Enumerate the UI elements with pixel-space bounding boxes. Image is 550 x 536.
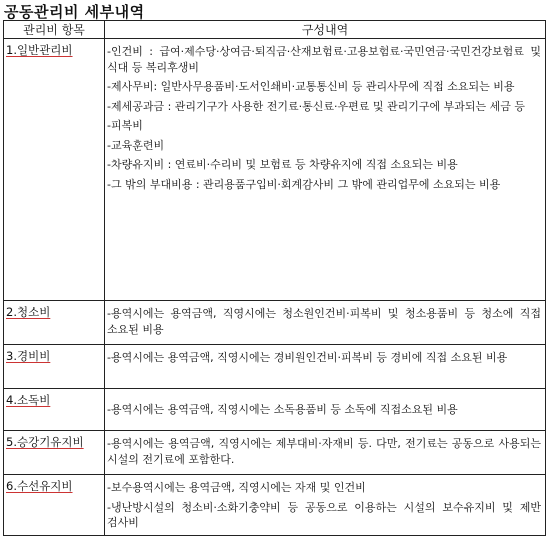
content-item: -제사무비: 일반사무용품비·도서인쇄비·교통통신비 등 관리사무에 직접 소요되는 비용	[107, 80, 515, 93]
category-label: 4.소독비	[6, 393, 51, 407]
table-row	[4, 431, 546, 475]
category-label: 6.수선유지비	[6, 479, 73, 493]
category-cell	[4, 389, 105, 431]
table-row	[4, 345, 546, 389]
content-cell	[105, 345, 546, 389]
category-label: 3.경비비	[6, 349, 51, 363]
content-cell	[105, 389, 546, 431]
fee-detail-table	[3, 20, 546, 536]
content-item: -교육훈련비	[107, 138, 165, 152]
category-label: 1.일반관리비	[6, 43, 73, 57]
document-title: 공동관리비 세부내역	[4, 3, 145, 21]
category-cell	[4, 431, 105, 475]
content-cell	[105, 475, 546, 536]
table-row	[4, 39, 546, 301]
content-cell	[105, 39, 546, 301]
category-cell	[4, 39, 105, 301]
category-label: 2.청소비	[6, 305, 51, 319]
category-cell	[4, 345, 105, 389]
table-row	[4, 389, 546, 431]
table-row	[4, 475, 546, 536]
content-item: -피복비	[107, 119, 143, 132]
content-item: -용역시에는 용역금액, 직영시에는 청소원인건비·피복비 및 청소용품비 등 청소에 직접 소요된 비용	[107, 307, 541, 336]
content-item: -냉난방시설의 청소비·소화기충약비 등 공동으로 이용하는 시설의 보수유지비 및 제반 검사비	[107, 500, 541, 529]
content-cell	[105, 431, 546, 475]
header-category: 관리비 항목	[4, 21, 105, 39]
content-item: -제세공과금 : 관리기구가 사용한 전기료·통신료·우편료 및 관리기구에 부과되는 세금 등	[107, 99, 526, 113]
table-row	[4, 301, 546, 345]
header-content: 구성내역	[105, 21, 546, 39]
content-item: -차량유지비 : 연료비·수리비 및 보험료 등 차량유지에 직접 소요되는 비용	[107, 158, 458, 171]
content-cell	[105, 301, 546, 345]
content-item: -보수용역시에는 용역금액, 직영시에는 자재 및 인건비	[107, 481, 366, 494]
category-label: 5.승강기유지비	[6, 435, 84, 449]
content-item: -용역시에는 용역금액, 직영시에는 경비원인건비·피복비 등 경비에 직접 소요된 비용	[107, 351, 508, 364]
category-cell	[4, 475, 105, 536]
category-cell	[4, 301, 105, 345]
content-item: -용역시에는 용역금액, 직영시에는 제부대비·자재비 등. 다만, 전기료는 공동으로 사용되는 시설의 전기료에 포함한다.	[107, 437, 541, 466]
table-header-row	[4, 21, 546, 39]
content-item: -인건비 : 급여·제수당·상여금·퇴직금·산재보험료·고용보험료·국민연금·국민건강보험료 및 식대 등 복리후생비	[107, 45, 541, 74]
content-item: -용역시에는 용역금액, 직영시에는 소독용품비 등 소독에 직접소요된 비용	[107, 403, 458, 416]
content-item: -그 밖의 부대비용 : 관리용품구입비·회계감사비 그 밖에 관리업무에 소요되는 비용	[107, 177, 501, 191]
